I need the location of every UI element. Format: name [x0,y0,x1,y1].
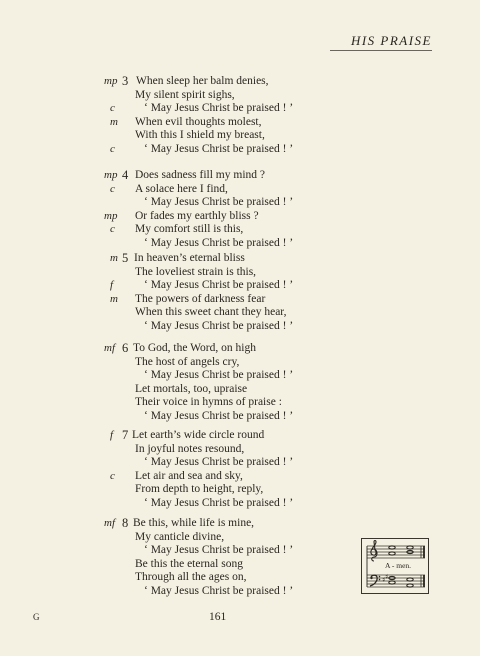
verse-number: 6 [122,340,129,355]
bass-clef-icon [370,575,377,586]
page-number: 161 [209,611,227,623]
verse-number: 3 [122,73,129,88]
stanza-line: The host of angels cry, [135,355,240,368]
stanza-first-line: When sleep her balm denies, [136,75,269,87]
svg-text:♯: ♯ [385,573,389,581]
stanza-line: ‘ May Jesus Christ be praised ! ’ [144,143,294,155]
stanza-first-line: Let earth’s wide circle round [132,429,265,441]
dynamic-marking: c [110,223,115,236]
dynamic-marking: f [110,279,114,292]
dynamic-marking: c [110,102,115,115]
stanza-line: ‘ May Jesus Christ be praised ! ’ [144,237,294,249]
running-head: HIS PRAISE [350,33,432,48]
dynamic-marking: mp [104,209,118,222]
stanza-line: Let air and sea and sky, [135,469,243,482]
dynamic-marking: c [110,182,115,195]
stanza-line: When evil thoughts molest, [135,115,262,128]
stanza-line: From depth to height, reply, [135,483,264,496]
stanza-line: A solace here I find, [135,182,228,195]
svg-text:♯: ♯ [382,576,386,584]
stanza-line: ‘ May Jesus Christ be praised ! ’ [144,102,294,115]
amen-staff [361,538,429,594]
stanza-line: Let mortals, too, upraise [135,382,248,395]
stanza-first-line: Be this, while life is mine, [133,517,255,529]
stanza-line: The loveliest strain is this, [135,265,257,278]
dynamic-marking: mf [104,517,115,529]
stanza-line: ‘ May Jesus Christ be praised ! ’ [144,279,294,292]
amen-music [361,538,429,594]
dynamic-marking: mp [104,75,118,87]
stanza-line: ‘ May Jesus Christ be praised ! ’ [144,196,294,209]
stanza-line: The powers of darkness fear [135,292,266,305]
stanza-line: ‘ May Jesus Christ be praised ! ’ [144,410,294,422]
stanza-line: ‘ May Jesus Christ be praised ! ’ [144,497,294,509]
stanza-line: In joyful notes resound, [135,442,245,455]
dynamic-marking: mp [104,169,118,181]
verse-number: 7 [122,427,129,442]
stanza-first-line: In heaven’s eternal bliss [134,252,245,264]
signature-mark: G [33,612,40,622]
stanza-line: Their voice in hymns of praise : [135,396,282,409]
stanza-line: Or fades my earthly bliss ? [135,209,259,222]
dynamic-marking: m [110,115,118,128]
verse-number: 8 [122,515,129,530]
dynamic-marking: c [110,469,115,482]
verse-number: 4 [122,167,129,182]
stanza-line: My silent spirit sighs, [135,88,235,101]
dynamic-marking: c [110,143,115,155]
stanza-line: ‘ May Jesus Christ be praised ! ’ [144,369,294,382]
stanza-line: When this sweet chant they hear, [135,306,287,319]
dynamic-marking: m [110,252,118,264]
running-head-rule [330,50,432,51]
amen-lyric: A - men. [385,561,412,570]
dynamic-marking: m [110,292,118,305]
stanza-line: ‘ May Jesus Christ be praised ! ’ [144,544,294,557]
stanza-first-line: Does sadness fill my mind ? [135,169,265,181]
dynamic-marking: mf [104,342,115,354]
stanza-line: My canticle divine, [135,530,225,543]
stanza-line: With this I shield my breast, [135,129,265,142]
verse-number: 5 [122,250,129,265]
dynamic-marking: f [110,429,114,441]
stanza-line: Be this the eternal song [135,557,243,570]
stanza-line: ‘ May Jesus Christ be praised ! ’ [144,585,294,597]
stanza-line: ‘ May Jesus Christ be praised ! ’ [144,456,294,469]
stanza-first-line: To God, the Word, on high [133,342,256,354]
stanza-line: My comfort still is this, [135,223,244,236]
stanza-line: Through all the ages on, [135,571,247,584]
stanza-line: ‘ May Jesus Christ be praised ! ’ [144,320,294,332]
